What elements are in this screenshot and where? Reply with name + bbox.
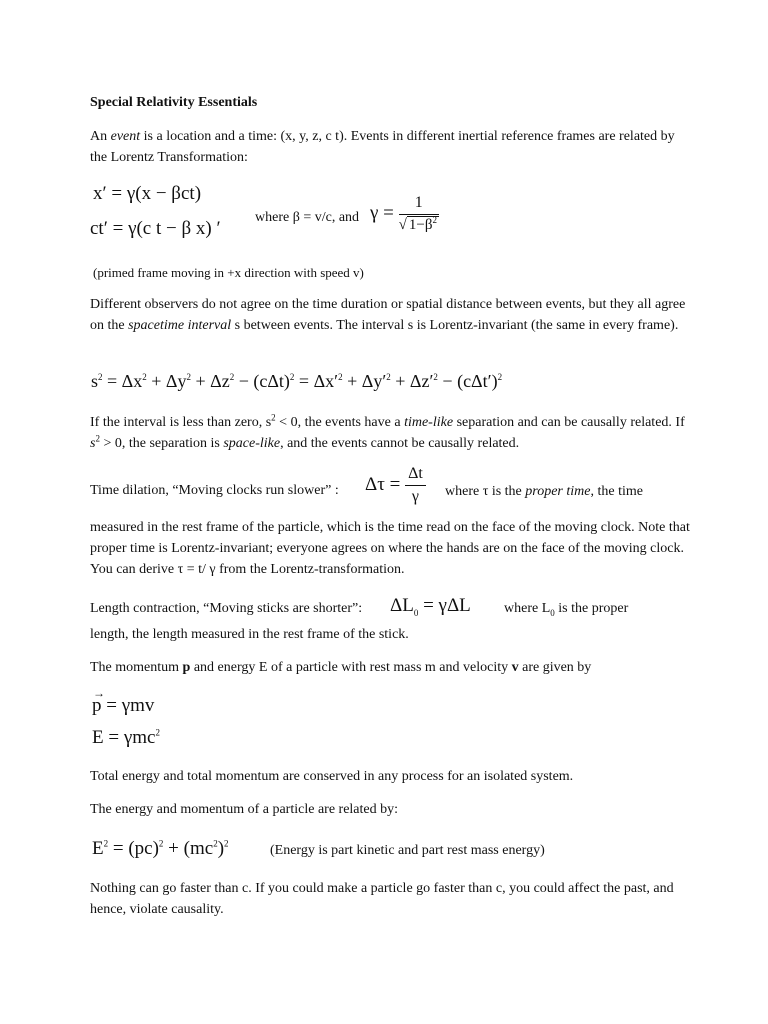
time-dilation-fraction: $\frac{\Delta t}{\gamma}$ bbox=[405, 465, 426, 506]
proper-length-note: where $L_0$ is the proper bbox=[504, 601, 629, 618]
momentum-equation: p → = γmv bbox=[92, 686, 155, 716]
momentum-paragraph: The momentum p and energy E of a particle with rest mass m and velocity v are given by bbox=[90, 660, 592, 675]
intro-text-2: is a location and a time: (x, y, z, c t). Events in different inertial reference frames are related by the Lorentz Transformation: bbox=[90, 129, 675, 165]
time-dilation-lead: Time dilation, “Moving clocks run slower” : bbox=[90, 483, 339, 498]
length-contraction-lead: Length contraction, “Moving sticks are shorter”: bbox=[90, 601, 363, 616]
page-title: Special Relativity Essentials bbox=[90, 95, 258, 110]
primed-frame-note: (primed frame moving in +x direction with speed v) bbox=[93, 265, 364, 280]
lorentz-where: where β = v/c, and bbox=[255, 210, 360, 225]
gamma-definition bbox=[370, 194, 439, 234]
time-dilation-paragraph: measured in the rest frame of the particle, which is the time read on the face of the moving clock. Note that proper time is Lorentz-invariant; everyone agrees on where the hands are on the face of the moving clock. You can derive τ = t/ γ from the Lorentz-transformation. bbox=[90, 520, 690, 577]
gamma-numerator: 1 bbox=[399, 194, 439, 215]
timelike-paragraph: If the interval is less than zero, $s^2 < 0$, the events have a time-like separation and can be causally related. If $s^2 > 0$, the separation is space-like, and the events cannot be causally related. bbox=[90, 412, 685, 451]
lorentz-eq-x: x′ = γ(x − βct) bbox=[93, 183, 202, 204]
length-contraction-paragraph: length, the length measured in the rest frame of the stick. bbox=[90, 627, 409, 642]
interval-paragraph: Different observers do not agree on the time duration or spatial distance between events, but they all agree on the spacetime interval s between events. The interval s is Lorentz-invariant (the same in every frame). bbox=[90, 297, 686, 333]
relation-statement: The energy and momentum of a particle are related by: bbox=[90, 802, 398, 817]
intro-text-1: An bbox=[90, 129, 111, 144]
interval-equation: $s^2 = \Delta x^2 + \Delta y^2 + \Delta z^2 - (c\Delta t)^2 = \Delta x'^2 + \Delta y'^2 + \Delta z'^2 - (c\Delta t')^2$ bbox=[91, 371, 503, 391]
spacetime-interval-emphasis: spacetime interval bbox=[128, 318, 232, 333]
proper-time-note: where τ is the proper time, the time bbox=[445, 484, 643, 499]
energy-momentum-equation: $E^2 = (pc)^2 + (mc^2)^2$ bbox=[92, 838, 229, 859]
conservation-statement: Total energy and total momentum are conserved in any process for an isolated system. bbox=[90, 769, 574, 784]
gamma-fraction bbox=[399, 194, 439, 234]
time-dilation-equation: Δτ = $\frac{\Delta t}{\gamma}$ bbox=[365, 465, 426, 506]
gamma-lhs: γ = bbox=[370, 202, 394, 224]
length-contraction-equation: $\Delta L_0 = \gamma\Delta L$ bbox=[390, 595, 471, 618]
gamma-denominator: √ $1-\beta^2$ bbox=[398, 215, 437, 233]
causality-paragraph: Nothing can go faster than c. If you could make a particle go faster than c, you could affect the past, and hence, violate causality. bbox=[90, 881, 674, 917]
lorentz-eq-ct: ct′ = γ(c t − β x) ′ bbox=[90, 218, 221, 239]
intro-emphasis: event bbox=[110, 129, 141, 144]
energy-note: (Energy is part kinetic and part rest mass energy) bbox=[270, 843, 545, 858]
energy-equation: E = γmc$^2$ bbox=[92, 727, 160, 748]
intro-paragraph bbox=[90, 126, 690, 168]
